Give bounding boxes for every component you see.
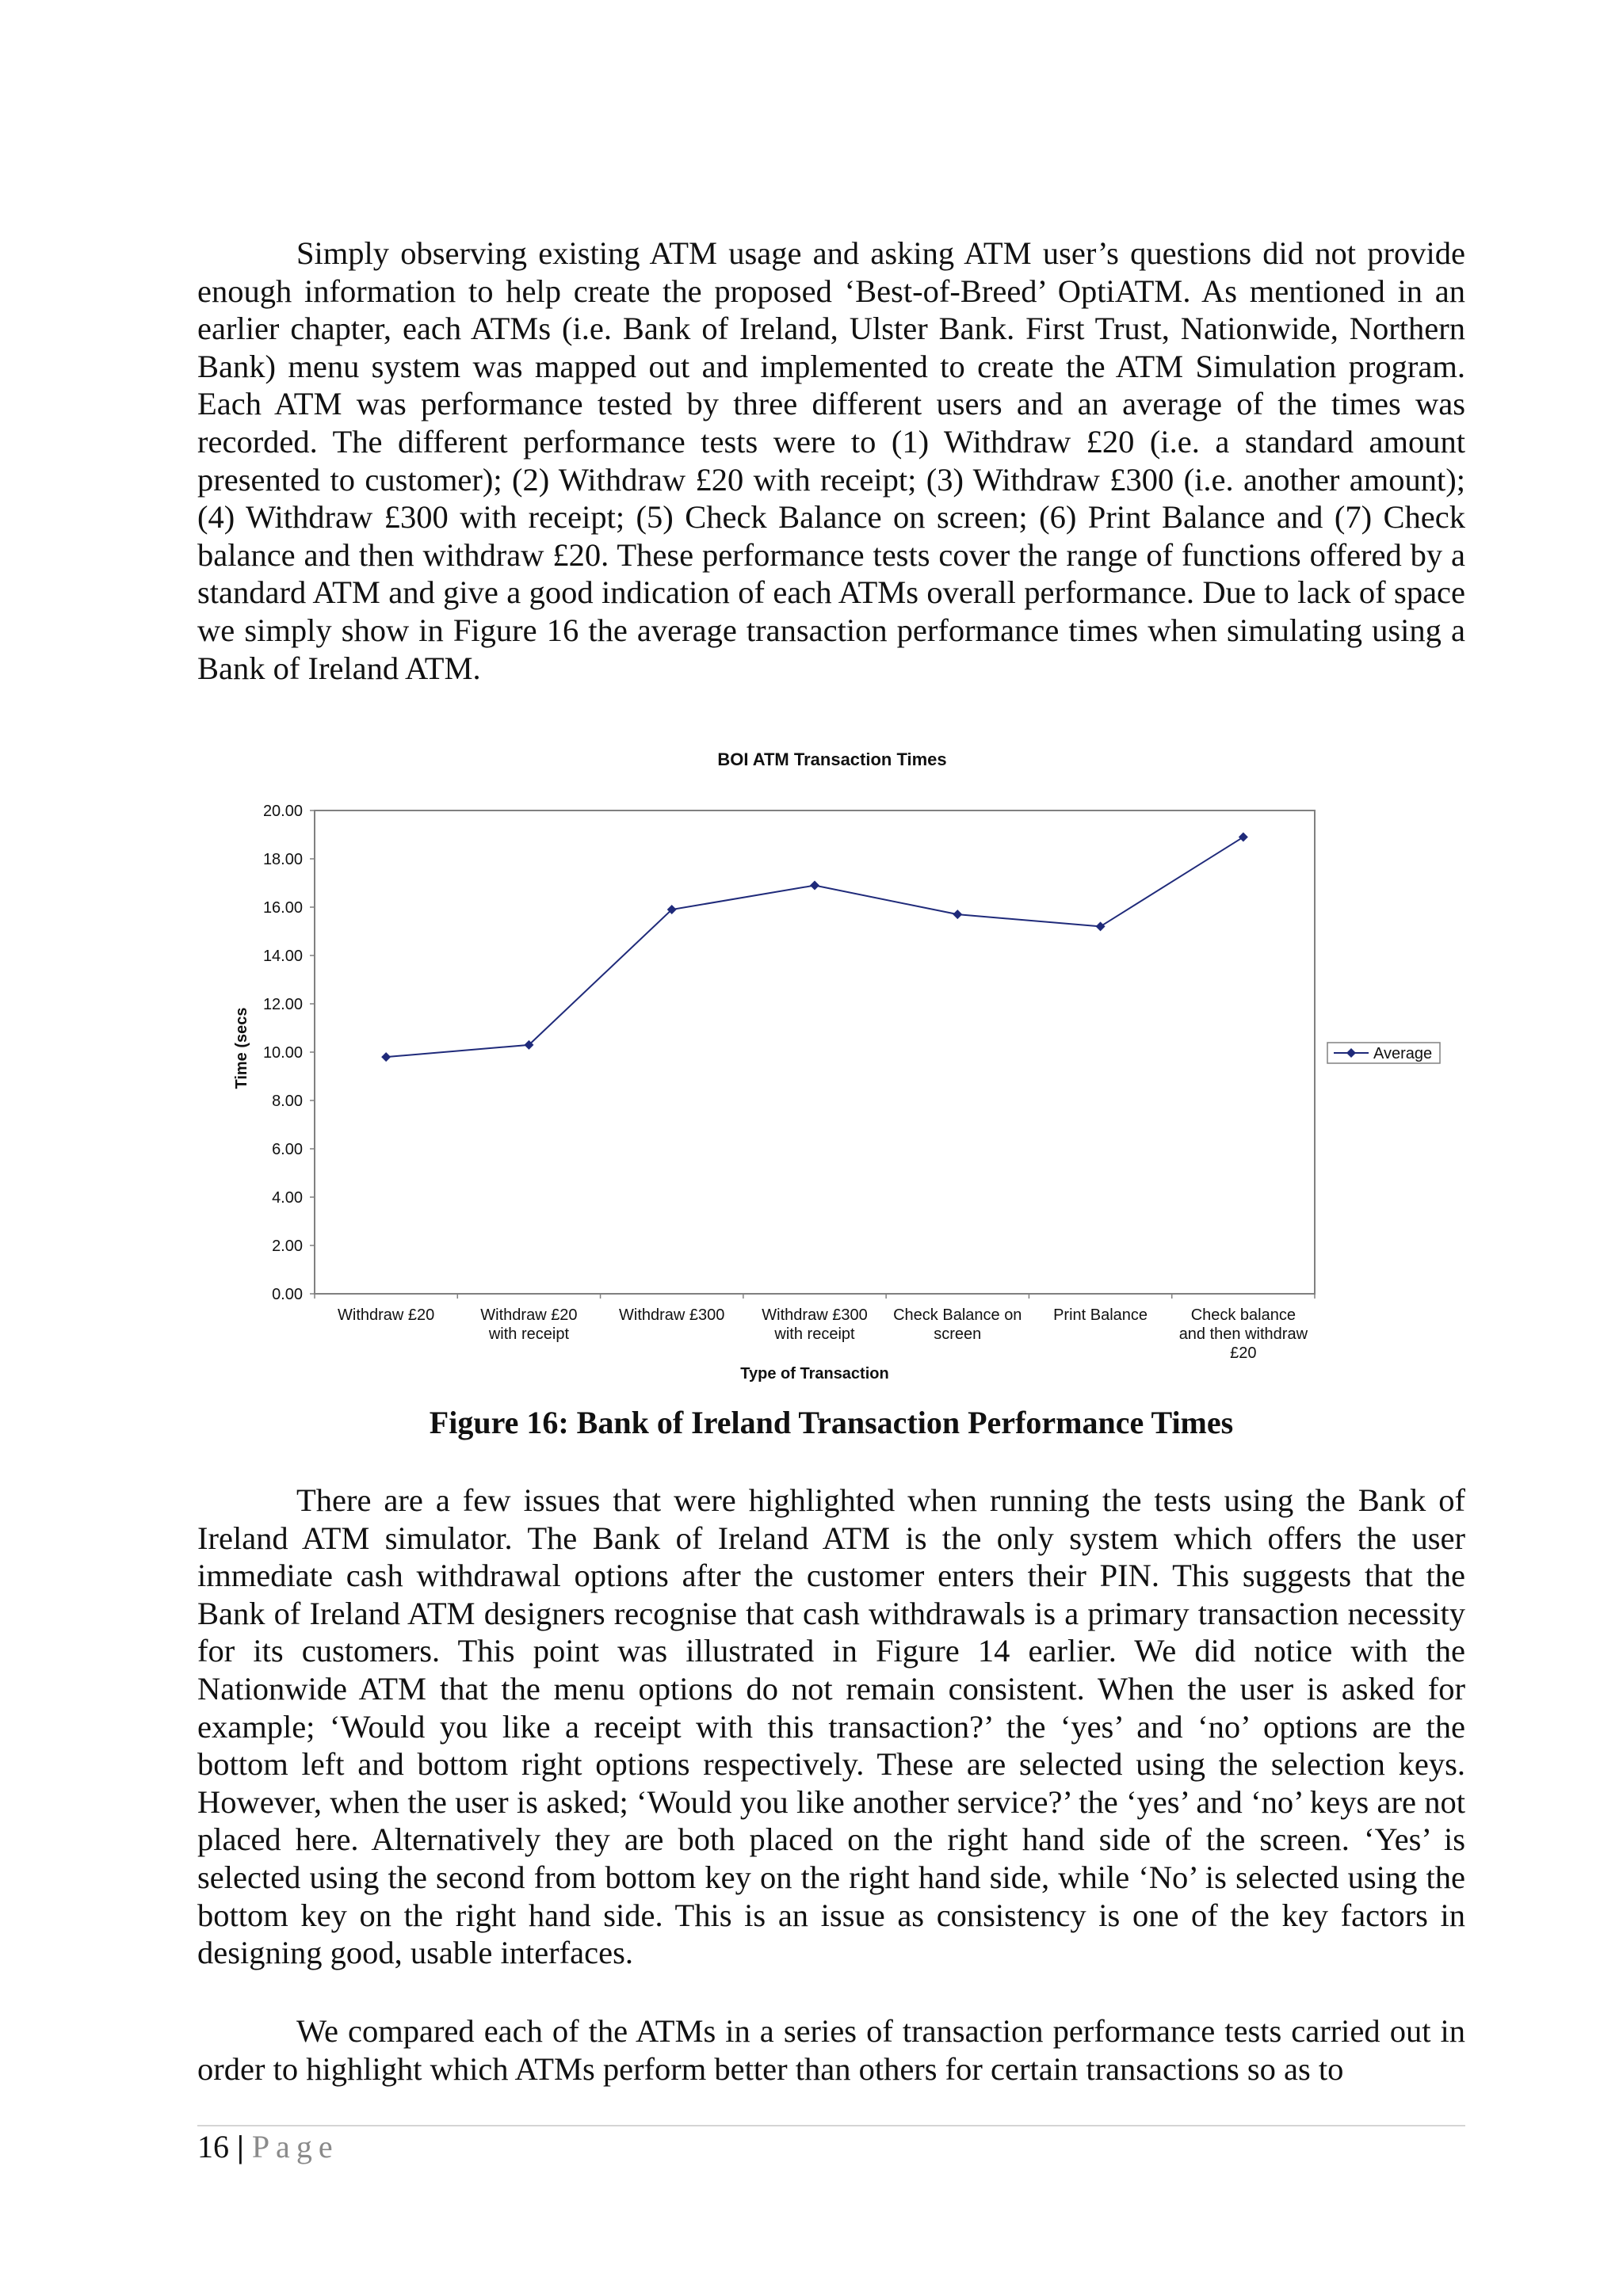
- series-line-average: [386, 837, 1243, 1058]
- x-axis-label: Type of Transaction: [740, 1365, 889, 1383]
- page-label: Page: [251, 2129, 339, 2164]
- x-tick-label: Withdraw £300: [619, 1306, 725, 1324]
- x-tick-label: Withdraw £20: [338, 1306, 435, 1324]
- y-tick-label: 4.00: [272, 1189, 303, 1207]
- x-tick-label: Print Balance: [1053, 1306, 1148, 1324]
- footer-rule: [197, 2125, 1465, 2126]
- legend-label: Average: [1373, 1045, 1433, 1062]
- chart-title: BOI ATM Transaction Times: [717, 749, 947, 769]
- data-point: [381, 1052, 391, 1062]
- page-footer: [197, 2128, 339, 2165]
- y-tick-label: 8.00: [272, 1093, 303, 1110]
- y-axis-label: Time (secs: [233, 1007, 250, 1089]
- footer-separator: |: [237, 2129, 244, 2164]
- body-paragraph-2: There are a few issues that were highlighted when running the tests using the Bank of Ireland ATM simulator. The Bank of Ireland ATM is the only system which offers the user immediate cash withdrawal options after the customer enters their PIN. This suggests that the Bank of Ireland ATM designers recognise that cash withdrawals is a primary transaction necessity for its customers. This point was illustrated in Figure 14 earlier. We did notice with the Nationwide ATM that the menu options do not remain consistent. When the user is asked for example; ‘Would you like a receipt with this transaction?’ the ‘yes’ and ‘no’ options are the bottom left and bottom right options respectively. These are selected using the selection keys. However, when the user is asked; ‘Would you like another service?’ the ‘yes’ and ‘no’ keys are not placed here. Alternatively they are both placed on the right hand side of the screen. ‘Yes’ is selected using the second from bottom key on the right hand side, while ‘No’ is selected using the bottom key on the right hand side. This is an issue as consistency is one of the key factors in designing good, usable interfaces.: [197, 1482, 1465, 1971]
- y-tick-label: 18.00: [262, 851, 303, 868]
- y-tick-label: 6.00: [272, 1141, 303, 1158]
- data-point: [1239, 833, 1248, 842]
- x-tick-label: Withdraw £20 with receipt: [480, 1306, 578, 1343]
- page-number: 16: [197, 2129, 229, 2164]
- y-tick-label: 2.00: [272, 1238, 303, 1255]
- x-axis: [315, 1294, 1315, 1362]
- y-tick-label: 10.00: [262, 1044, 303, 1062]
- series-average: [381, 833, 1248, 1062]
- body-paragraph-3: We compared each of the ATMs in a series of transaction performance tests carried out in order to highlight which ATMs perform better than others for certain transactions so as to: [197, 2013, 1465, 2087]
- y-tick-label: 20.00: [262, 803, 303, 820]
- data-point: [810, 881, 819, 891]
- x-tick-label: Withdraw £300 with receipt: [762, 1306, 868, 1343]
- y-axis: [263, 803, 315, 1303]
- y-tick-label: 14.00: [262, 948, 303, 965]
- legend: [1327, 1043, 1440, 1063]
- x-tick-label: Check Balance on screen: [893, 1306, 1022, 1343]
- body-paragraph-1: Simply observing existing ATM usage and asking ATM user’s questions did not provide enough information to help create the proposed ‘Best-of-Breed’ OptiATM. As mentioned in an earlier chapter, each ATMs (i.e. Bank of Ireland, Ulster Bank. First Trust, Nationwide, Northern Bank) menu system was mapped out and implemented to create the ATM Simulation program. Each ATM was performance tested by three different users and an average of the times was recorded. The different performance tests were to (1) Withdraw £20 (i.e. a standard amount presented to customer); (2) Withdraw £20 with receipt; (3) Withdraw £300 (i.e. another amount); (4) Withdraw £300 with receipt; (5) Check Balance on screen; (6) Print Balance and (7) Check balance and then withdraw £20. These performance tests cover the range of functions offered by a standard ATM and give a good indication of each ATMs overall performance. Due to lack of space we simply show in Figure 16 the average transaction performance times when simulating using a Bank of Ireland ATM.: [197, 235, 1465, 686]
- figure-caption: Figure 16: Bank of Ireland Transaction Performance Times: [429, 1405, 1234, 1440]
- y-tick-label: 12.00: [262, 996, 303, 1013]
- y-tick-label: 16.00: [262, 899, 303, 917]
- data-point: [1096, 921, 1106, 931]
- data-point: [953, 910, 962, 919]
- x-tick-label: Check balance and then withdraw £20: [1178, 1306, 1308, 1362]
- y-tick-label: 0.00: [272, 1286, 303, 1303]
